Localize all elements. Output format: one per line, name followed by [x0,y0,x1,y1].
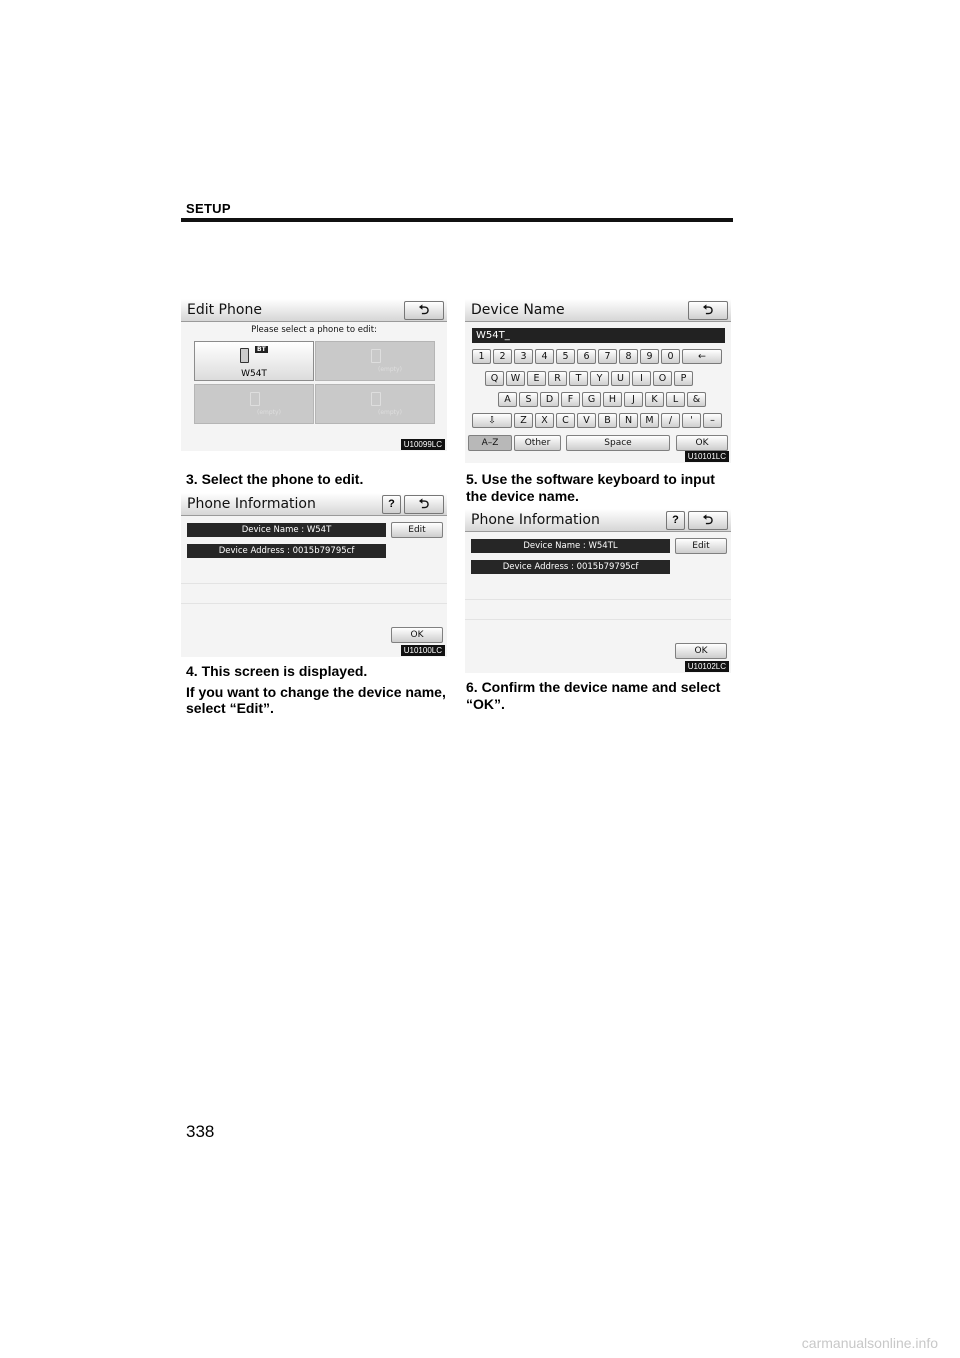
key-symbol-0-10[interactable]: ← [682,349,722,364]
phone-slot-empty[interactable] [315,384,435,424]
phone-slot-empty[interactable] [315,341,435,381]
name-input-field[interactable]: W54T_ [472,328,725,343]
phone-information-screen [181,493,447,657]
key-w[interactable]: W [506,371,525,386]
key-f[interactable]: F [561,392,580,407]
key-p[interactable]: P [674,371,693,386]
az-mode-button[interactable]: A–Z [468,435,512,451]
key-n[interactable]: N [619,413,638,428]
ok-button[interactable]: OK [391,627,443,643]
empty-label: (empty) [257,409,281,416]
step-4: 4. This screen is displayed. [186,663,368,679]
figure-code: U10102LC [685,661,729,672]
header-rule [181,218,733,222]
key-t[interactable]: T [569,371,588,386]
help-button[interactable]: ? [666,511,685,530]
step-5: 5. Use the software keyboard to input the device name. [466,471,715,504]
phone-slot-w54t[interactable] [194,341,314,381]
space-key[interactable]: Space [566,435,670,451]
device-name-screen [465,299,731,463]
key-d[interactable]: D [540,392,559,407]
phone-name: W54T [241,369,267,379]
step-3: 3. Select the phone to edit. [186,471,364,487]
phone-icon [371,392,381,406]
step-4-note: If you want to change the device name, select “Edit”. [186,684,446,716]
back-button[interactable]: ⮌ [688,301,728,320]
key-v[interactable]: V [577,413,596,428]
back-button[interactable]: ⮌ [404,495,444,514]
empty-label: (empty) [378,409,402,416]
key-r[interactable]: R [548,371,567,386]
key-symbol-3-8[interactable]: / [661,413,680,428]
phone-information-updated-screen [465,509,731,673]
device-address-field: Device Address : 0015b79795cf [187,544,386,558]
key-2[interactable]: 2 [493,349,512,364]
key-4[interactable]: 4 [535,349,554,364]
key-z[interactable]: Z [514,413,533,428]
key-g[interactable]: G [582,392,601,407]
key-o[interactable]: O [653,371,672,386]
key-0[interactable]: 0 [661,349,680,364]
phone-icon [371,349,381,363]
key-j[interactable]: J [624,392,643,407]
help-button[interactable]: ? [382,495,401,514]
key-a[interactable]: A [498,392,517,407]
key-y[interactable]: Y [590,371,609,386]
phone-icon [250,392,260,406]
edit-button[interactable]: Edit [391,522,443,538]
key-c[interactable]: C [556,413,575,428]
device-name-field: Device Name : W54T [187,523,386,537]
key-u[interactable]: U [611,371,630,386]
screen-title: Phone Information [181,493,447,516]
key-8[interactable]: 8 [619,349,638,364]
key-symbol-3-0[interactable]: ⇩ [472,413,512,428]
phone-slot-empty[interactable] [194,384,314,424]
key-e[interactable]: E [527,371,546,386]
key-s[interactable]: S [519,392,538,407]
device-address-field: Device Address : 0015b79795cf [471,560,670,574]
key-l[interactable]: L [666,392,685,407]
screen-title: Device Name [465,299,731,322]
key-h[interactable]: H [603,392,622,407]
key-7[interactable]: 7 [598,349,617,364]
key-q[interactable]: Q [485,371,504,386]
phone-icon [240,348,249,363]
key-symbol-3-10[interactable]: – [703,413,722,428]
key-6[interactable]: 6 [577,349,596,364]
edit-button[interactable]: Edit [675,538,727,554]
screen-title: Phone Information [465,509,731,532]
key-b[interactable]: B [598,413,617,428]
section-title: SETUP [186,201,231,216]
key-m[interactable]: M [640,413,659,428]
key-9[interactable]: 9 [640,349,659,364]
back-button[interactable]: ⮌ [688,511,728,530]
other-mode-button[interactable]: Other [514,435,561,451]
key-1[interactable]: 1 [472,349,491,364]
key-5[interactable]: 5 [556,349,575,364]
empty-label: (empty) [378,366,402,373]
key-k[interactable]: K [645,392,664,407]
device-name-field: Device Name : W54TL [471,539,670,553]
bluetooth-badge: BT [257,346,266,353]
watermark-url: carmanualsonline.info [801,1335,938,1351]
page-number: 338 [186,1122,215,1141]
edit-phone-screen [181,299,447,451]
key-3[interactable]: 3 [514,349,533,364]
key-symbol-3-9[interactable]: ' [682,413,701,428]
key-symbol-2-9[interactable]: & [687,392,706,407]
key-x[interactable]: X [535,413,554,428]
step-6: 6. Confirm the device name and select “OK”. [466,679,721,712]
figure-code: U10099LC [401,439,445,450]
screen-title: Edit Phone [181,299,447,322]
select-prompt: Please select a phone to edit: [251,325,377,335]
ok-button[interactable]: OK [675,643,727,659]
key-i[interactable]: I [632,371,651,386]
figure-code: U10100LC [401,645,445,656]
ok-button[interactable]: OK [676,435,728,451]
figure-code: U10101LC [685,451,729,462]
back-button[interactable]: ⮌ [404,301,444,320]
